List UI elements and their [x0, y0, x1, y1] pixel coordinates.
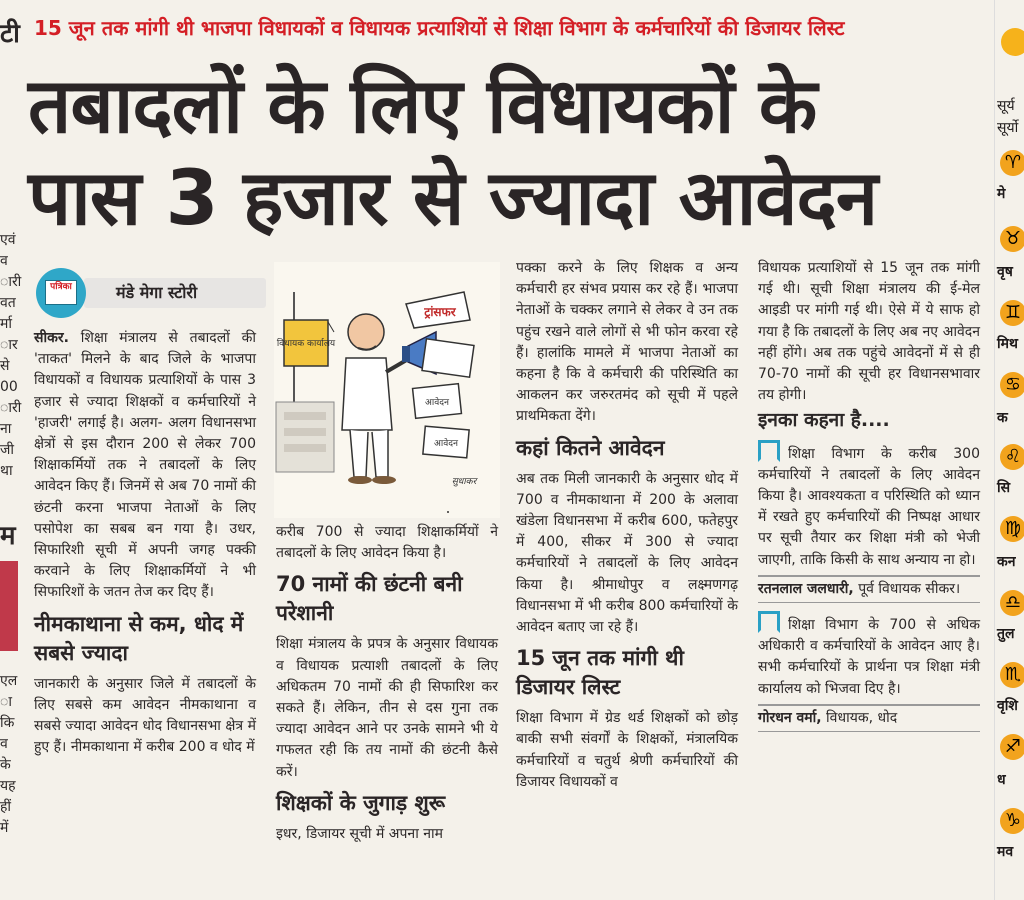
left-strip-text: एवं	[0, 232, 16, 248]
left-strip-text: ा	[0, 694, 12, 710]
attribution-role: विधायक, धोद	[826, 709, 898, 726]
cartoon-paper-text: आवेदन	[425, 398, 449, 408]
zodiac-label: सि	[997, 480, 1011, 496]
libra-icon: ♎	[1000, 590, 1024, 616]
paragraph: जानकारी के अनुसार जिले में तबादलों के लिए सबसे कम आवेदन नीमकाथाना व सबसे ज्यादा आवेदन धोद विधानसभा क्षेत्र में हुए हैं। नीमकाथाना में करीब 200 व धोद में	[34, 675, 256, 756]
left-strip-text: था	[0, 463, 13, 479]
paragraph: शिक्षा मंत्रालय के प्रपत्र के अनुसार विधायक व विधायक प्रत्याशी तबादलों के लिए अधिकतम 70 नामों की ही सिफारिश कर सकते हैं। लेकिन, तीन से दस गुना तक ज्यादा आवेदन आने पर उनके सामने भी ये गफलत रही कि तय नामों की छंटनी कैसे करें।	[276, 636, 498, 780]
monday-mega-story-badge	[36, 268, 266, 318]
left-adjacent-column	[0, 0, 22, 900]
cancer-icon: ♋	[1000, 372, 1024, 398]
subheading: कहां कितने आवेदन	[516, 435, 665, 460]
zodiac-label: कन	[997, 554, 1016, 570]
left-strip-photo	[0, 561, 18, 651]
paragraph: शिक्षा विभाग में ग्रेड थर्ड शिक्षकों को छोड़ बाकी सभी संवर्गों के शिक्षकों, मंत्रालयिक कर्मचारियों व चतुर्थ श्रेणी कर्मचारियों की डिजायर विधायकों व	[516, 710, 738, 790]
attribution-name: गोरधन वर्मा,	[758, 709, 822, 726]
zodiac-label: क	[997, 410, 1008, 426]
subheading: नीमकाथाना से कम, धोद में सबसे ज्यादा	[34, 611, 244, 665]
subheading: 15 जून तक मांगी थी डिजायर लिस्ट	[516, 646, 684, 700]
left-strip-text: से	[0, 358, 10, 374]
left-strip-text: के	[0, 757, 11, 773]
left-strip-text: र्मा	[0, 316, 12, 332]
left-strip-text: म	[0, 521, 16, 551]
paragraph: विधायक प्रत्याशियों से 15 जून तक मांगी गई थी। सूची शिक्षा मंत्रालय की ई-मेल आइडी पर मांगी गई थी। ऐसे में ये साफ हो गया है कि तबादलों के लिए अब नए आवेदन नहीं होंगे। अब तक पहुंचे आवेदनों में से ही 70-70 नामों की सूची हर विधानसभावार तय होगी।	[758, 260, 980, 404]
zodiac-label: मे	[997, 186, 1006, 202]
left-strip-text: व	[0, 736, 8, 752]
quote-attribution	[758, 704, 980, 732]
headline-line-2: पास 3 हजार से ज्यादा आवेदन	[28, 153, 878, 242]
cartoon-drawing	[274, 262, 500, 518]
left-strip-text: ार	[0, 337, 18, 353]
zodiac-label: तुल	[997, 626, 1015, 642]
paragraph: अब तक मिली जानकारी के अनुसार धोद में 700 व नीमकाथाना में 200 के अलावा खंडेला विधानसभा में करीब 600, फतेहपुर में 400, सीकर में 300 से ज्यादा कर्मचारियों ने तबादलों के लिए आवेदन किया है। श्रीमाधोपुर व लक्ष्मणगढ़ विधानसभा में भी करीब 800 कर्मचारियों के आवेदन बताए जा रहे हैं।	[516, 470, 738, 636]
sagittarius-icon: ♐	[1000, 734, 1024, 760]
newspaper-icon: पत्रिका	[45, 280, 77, 305]
paragraph	[34, 328, 256, 604]
article-column-3	[516, 258, 738, 794]
cartoon-illustration	[274, 262, 500, 518]
left-strip-text: में	[0, 820, 9, 836]
headline	[28, 60, 978, 244]
cartoon-sign-text: विधायक कार्यालय	[276, 339, 336, 349]
cartoon-paper-text: आवेदन	[434, 439, 458, 449]
left-strip-text: ारी	[0, 274, 22, 290]
cartoon-flag-text: ट्रांसफर	[424, 305, 456, 319]
zodiac-label: मिथ	[997, 336, 1018, 352]
zodiac-label: वृशि	[997, 698, 1018, 714]
article-column-1	[34, 328, 256, 759]
gemini-icon: ♊	[1000, 300, 1024, 326]
paragraph: पक्का करने के लिए शिक्षक व अन्य कर्मचारी हर संभव प्रयास कर रहे हैं। भाजपा नेताओं के चक्कर लगाने से लेकर वे उन तक पहुंच रखने वाले लोगों से भी फोन करवा रहे हैं। हालांकि मामले में भाजपा नेताओं का कहना है कि वे कर्मचारी की परिस्थिति का आकलन कर जरुरतमंद को सूची में पहले प्राथमिकता देंगे।	[516, 260, 738, 425]
paragraph-text: शिक्षा मंत्रालय से तबादलों की 'ताकत' मिलने के बाद जिले के भाजपा विधायकों व विधायक प्रत्याशियों के पास 3 हजार से ज्यादा शिक्षकों व कर्मचारियों ने 'हाजरी' लगाई है। अलग- अलग विधानसभा क्षेत्रों से इस दौरान 200 से लेकर 700 शिक्षाकर्मियों तक ने तबादलों के लिए आवेदन किए हैं। जिनमें से अब 70 नामों की छंटनी करना भाजपा नेताओं के लिए पसोपेश का सबब बन गया है। उधर, सिफारिशी सूची में अपनी जगह पक्की करवाने के लिए शिक्षाकर्मियों ने भी सिफारिशों के जतन तेज कर दिए हैं।	[34, 330, 256, 601]
quote-text: शिक्षा विभाग के 700 से अधिक अधिकारी व कर्मचारियों के आवेदन आए है। सभी कर्मचारियों के प्रार्थना पत्र शिक्षा मंत्री कार्यालय को भिजवा दिए है।	[758, 617, 980, 697]
horoscope-header: सूर्य	[997, 98, 1015, 114]
left-strip-text: यह	[0, 778, 16, 794]
left-strip-text: ना	[0, 421, 12, 437]
left-strip-text: 00	[0, 379, 18, 395]
quote-icon	[758, 611, 780, 633]
badge-label: मंडे मेगा स्टोरी	[84, 278, 266, 308]
subheading: शिक्षकों के जुगाड़ शुरू	[276, 790, 446, 815]
leo-icon: ♌	[1000, 444, 1024, 470]
scorpio-icon: ♏	[1000, 662, 1024, 688]
left-strip-text: वत	[0, 295, 16, 311]
attribution-name: रतनलाल जलधारी,	[758, 580, 854, 597]
attribution-role: पूर्व विधायक सीकर।	[858, 580, 961, 597]
quote-attribution	[758, 575, 980, 603]
sun-icon	[1001, 28, 1024, 56]
left-strip-text: कि	[0, 715, 15, 731]
kicker-strapline: 15 जून तक मांगी थी भाजपा विधायकों व विधायक प्रत्याशियों से शिक्षा विभाग के कर्मचारियों की डिजायर लिस्ट	[34, 16, 845, 40]
paragraph: इधर, डिजायर सूची में अपना नाम	[276, 825, 444, 842]
zodiac-label: मव	[997, 844, 1014, 860]
virgo-icon: ♍	[1000, 516, 1024, 542]
aries-icon: ♈	[1000, 150, 1024, 176]
headline-line-1: तबादलों के लिए विधायकों के	[28, 61, 817, 150]
dateline: सीकर.	[34, 330, 69, 346]
horoscope-column	[994, 0, 1024, 900]
article-column-4	[758, 258, 980, 740]
left-strip-text: टी	[0, 19, 20, 49]
article-column-2	[276, 522, 498, 846]
left-strip-text: जी	[0, 442, 15, 458]
capricorn-icon: ♑	[1000, 808, 1024, 834]
quote	[758, 611, 980, 700]
cartoonist-signature: सुधाकर	[451, 477, 477, 487]
paragraph: करीब 700 से ज्यादा शिक्षाकर्मियों ने तबादलों के लिए आवेदन किया है।	[276, 524, 498, 562]
left-strip-text: एल	[0, 673, 18, 689]
subheading: 70 नामों की छंटनी बनी परेशानी	[276, 572, 463, 626]
zodiac-label: वृष	[997, 264, 1013, 280]
horoscope-header: सूर्यो	[997, 120, 1019, 136]
taurus-icon: ♉	[1000, 226, 1024, 252]
zodiac-label: ध	[997, 772, 1006, 788]
quotes-heading: इनका कहना है....	[758, 409, 890, 432]
left-strip-text: व	[0, 253, 8, 269]
quote	[758, 440, 980, 571]
left-strip-text: हीं	[0, 799, 12, 815]
quote-icon	[758, 440, 780, 462]
left-strip-text: ारी	[0, 400, 22, 416]
quote-text: शिक्षा विभाग के करीब 300 कर्मचारियों ने तबादलों के लिए आवेदन किया है। आवश्यकता व परिस्थिति को ध्यान में रखते हुए कर्मचारियों की निष्पक्ष आधार पर सूची तैयार कर शिक्षा मंत्री को भेजी जाएगी, ताकि किसी के साथ अन्याय ना हो।	[758, 445, 980, 568]
